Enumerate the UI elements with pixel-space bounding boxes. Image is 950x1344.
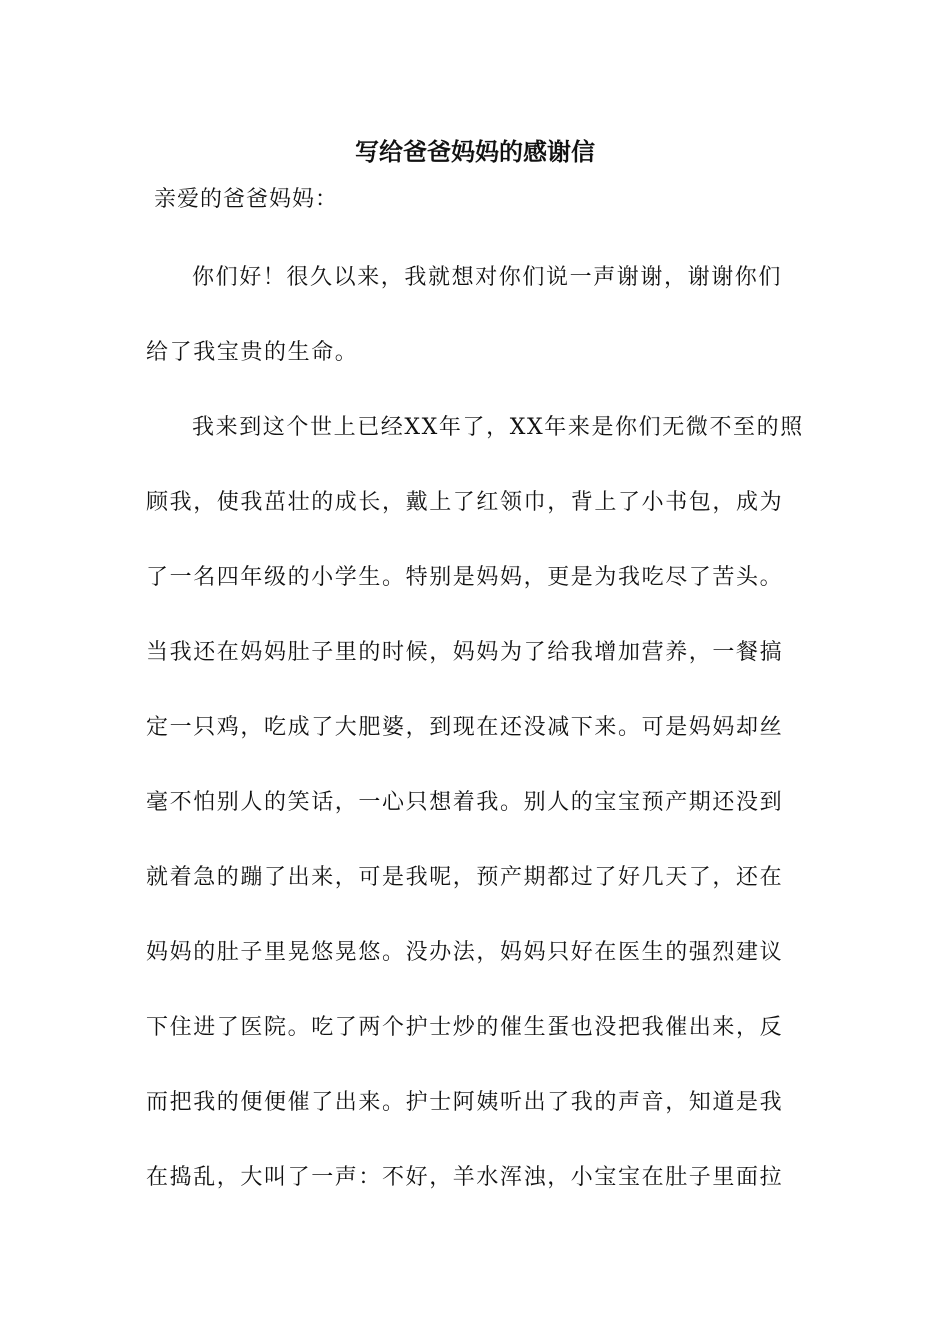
- paragraph-line: 给了我宝贵的生命。: [146, 340, 359, 365]
- paragraph-line: 在捣乱，大叫了一声：不好，羊水浑浊，小宝宝在肚子里面拉: [146, 1165, 784, 1190]
- paragraph-line: 妈妈的肚子里晃悠晃悠。没办法，妈妈只好在医生的强烈建议: [146, 940, 784, 965]
- letter-title: 写给爸爸妈妈的感谢信: [355, 137, 595, 166]
- paragraph-line: 毫不怕别人的笑话，一心只想着我。别人的宝宝预产期还没到: [146, 790, 784, 815]
- paragraph-line: 你们好！很久以来，我就想对你们说一声谢谢，谢谢你们: [192, 265, 783, 290]
- paragraph-line: 定一只鸡，吃成了大肥婆，到现在还没减下来。可是妈妈却丝: [146, 715, 784, 740]
- paragraph-line: 了一名四年级的小学生。特别是妈妈，更是为我吃尽了苦头。: [146, 565, 784, 590]
- paragraph-line: 就着急的蹦了出来，可是我呢，预产期都过了好几天了，还在: [146, 865, 784, 890]
- letter-greeting: 亲爱的爸爸妈妈：: [154, 187, 339, 212]
- paragraph-line: 而把我的便便催了出来。护士阿姨听出了我的声音，知道是我: [146, 1090, 784, 1115]
- paragraph-line: 下住进了医院。吃了两个护士炒的催生蛋也没把我催出来，反: [146, 1015, 784, 1040]
- paragraph-line: 当我还在妈妈肚子里的时候，妈妈为了给我增加营养，一餐搞: [146, 640, 784, 665]
- paragraph-line: 我来到这个世上已经XX年了，XX年来是你们无微不至的照: [192, 415, 804, 440]
- paragraph-line: 顾我，使我茁壮的成长，戴上了红领巾，背上了小书包，成为: [146, 490, 784, 515]
